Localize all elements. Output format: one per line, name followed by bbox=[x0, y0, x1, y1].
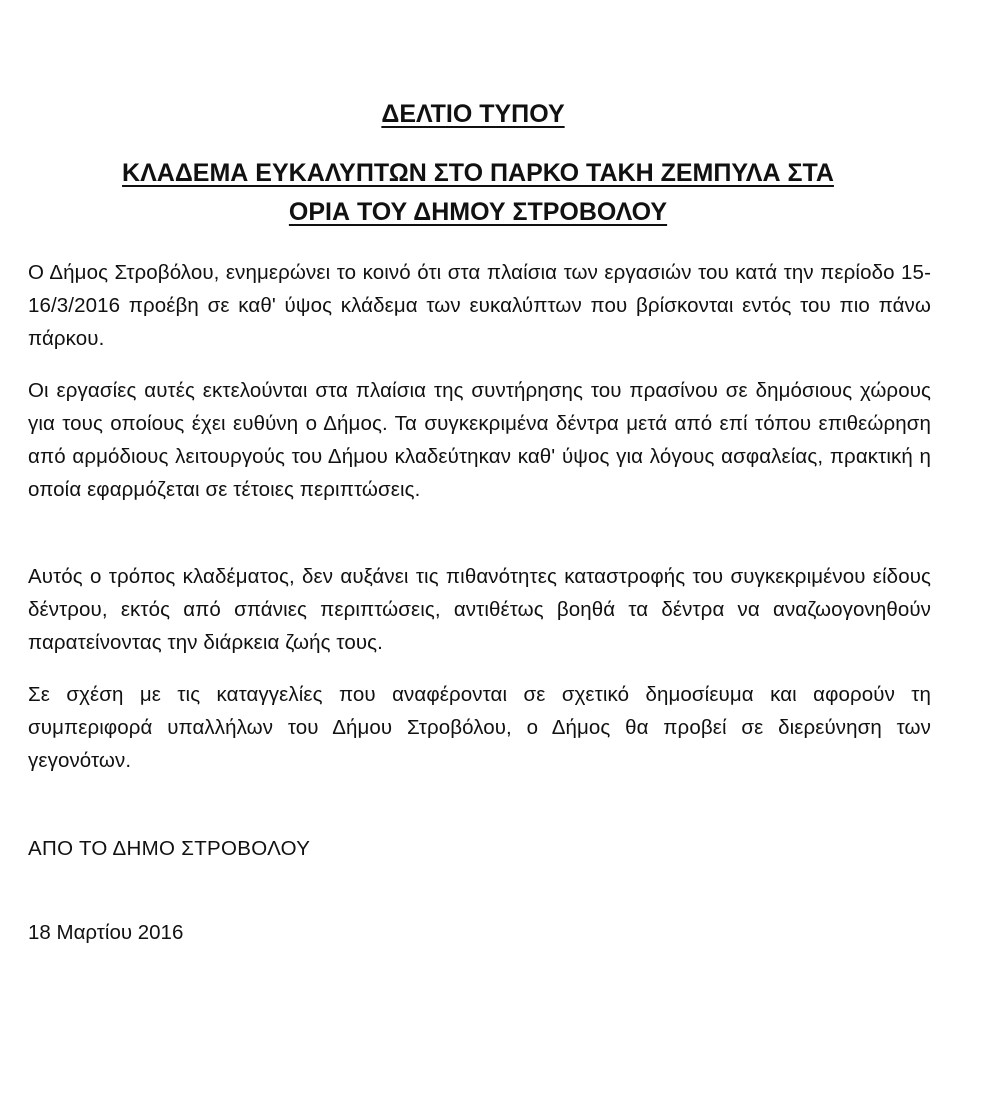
document-title: ΔΕΛΤΙΟ ΤΥΠΟΥ bbox=[381, 100, 565, 128]
headline-line-2: ΟΡΙΑ ΤΟΥ ΔΗΜΟΥ ΣΤΡΟΒΟΛΟΥ bbox=[288, 198, 668, 226]
paragraph-maintenance: Οι εργασίες αυτές εκτελούνται στα πλαίσια της συντήρησης του πρασίνου σε δημόσιους χώρους για τους οποίους έχει ευθύνη ο Δήμος. Τα συγκεκριμένα δέντρα μετά από επί τόπου επιθεώρηση από αρμόδιους λειτουργούς του Δήμου κλαδεύτηκαν καθ' ύψος για λόγους ασφαλείας, πρακτική η οποία εφαρμόζεται σε τέτοιες περιπτώσεις. bbox=[28, 379, 931, 501]
paragraph-pruning-method: Αυτός ο τρόπος κλαδέματος, δεν αυξάνει τις πιθανότητες καταστροφής του συγκεκριμένου είδους δέντρου, εκτός από σπάνιες περιπτώσεις, αντιθέτως βοηθά τα δέντρα να αναζωογονηθούν παρατείνοντας την διάρκεια ζωής τους. bbox=[28, 565, 931, 654]
paragraph-complaints: Σε σχέση με τις καταγγελίες που αναφέρονται σε σχετικό δημοσίευμα και αφορούν τη συμπεριφορά υπαλλήλων του Δήμου Στροβόλου, ο Δήμος θα προβεί σε διερεύνηση των γεγονότων. bbox=[28, 683, 931, 772]
paragraph-announcement: Ο Δήμος Στροβόλου, ενημερώνει το κοινό ότι στα πλαίσια των εργασιών του κατά την περίοδο 15-16/3/2016 προέβη σε καθ' ύψος κλάδεμα των ευκαλύπτων που βρίσκονται εντός του πιο πάνω πάρκου. bbox=[28, 261, 931, 350]
headline-line-1: ΚΛΑΔΕΜΑ ΕΥΚΑΛΥΠΤΩΝ ΣΤΟ ΠΑΡΚΟ ΤΑΚΗ ΖΕΜΠΥΛΑ ΣΤΑ bbox=[122, 159, 834, 187]
closing-signature: ΑΠΟ ΤΟ ΔΗΜΟ ΣΤΡΟΒΟΛΟΥ bbox=[28, 837, 311, 860]
document-date: 18 Μαρτίου 2016 bbox=[28, 921, 184, 944]
